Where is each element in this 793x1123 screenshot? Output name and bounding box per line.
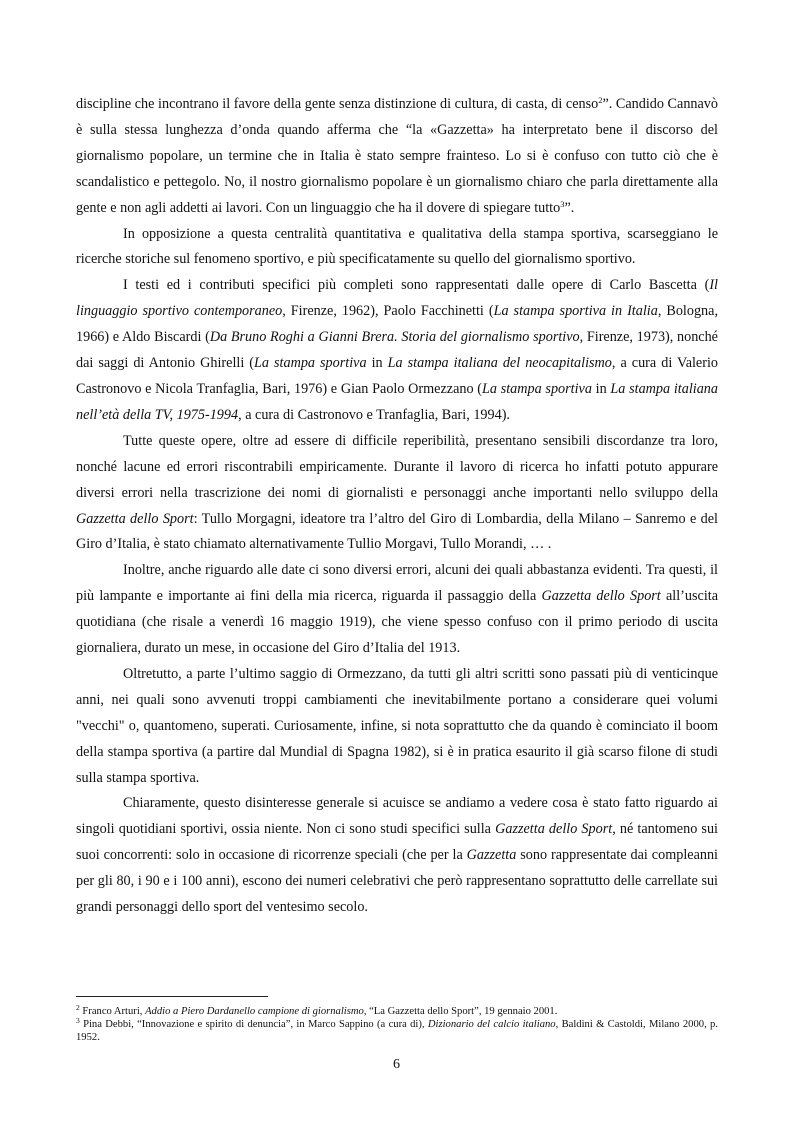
newspaper-title: Gazzetta: [466, 847, 517, 864]
footnote-separator: [76, 996, 268, 997]
paragraph-7: Chiaramente, questo disinteresse generale si acuisce se andiamo a vedere cosa è stato fatto riguardo ai singoli quotidiani sportivi, ossia niente. Non ci sono studi specifici sulla Gazzetta dello Sport, né tantomeno sui suoi concorrenti: solo in occasione di ricorrenze speciali (che per la Gazzetta sono rappresentate dai compleanni per gli 80, i 90 e i 100 anni), escono dei numeri celebrativi che però rappresentano soprattutto delle carrellate sui grandi personaggi dello sport del ventesimo secolo.: [76, 795, 718, 916]
newspaper-title: Gazzetta dello Sport: [76, 510, 194, 527]
book-title: Il linguaggio sportivo contemporaneo: [76, 277, 718, 320]
newspaper-title: Gazzetta dello Sport: [495, 821, 613, 838]
footnotes: [76, 996, 718, 1045]
book-title: La stampa sportiva in Italia: [493, 303, 658, 320]
paragraph-5: Inoltre, anche riguardo alle date ci sono diversi errori, alcuni dei quali abbastanza evidenti. Tra questi, il più lampante e importante ai fini della mia ricerca, riguarda il passaggio della Gazzetta dello Sport all’uscita quotidiana (che risale a venerdì 16 maggio 1919), che viene spesso confuso con il primo periodo di uscita giornaliera, durato un mese, in occasione del Giro d’Italia del 1913.: [76, 562, 718, 657]
footnote-ref-2[interactable]: 2: [598, 95, 603, 105]
page-number: 6: [393, 1057, 400, 1072]
book-title: Da Bruno Roghi a Gianni Brera. Storia del giornalismo sportivo: [209, 329, 580, 346]
essay-title: La stampa sportiva: [482, 380, 592, 397]
newspaper-title: Gazzetta dello Sport: [541, 588, 661, 605]
footnote-3: $^3$ Pina Debbi, “Innovazione e spirito di denuncia”, in Marco Sappino (a cura di), Dizionario del calcio italiano, Baldini & Castoldi, Milano 2000, p. 1952.: [76, 1016, 718, 1044]
paragraph-3: I testi ed i contributi specifici più completi sono rappresentati dalle opere di Carlo Bascetta (Il linguaggio sportivo contemporaneo, Firenze, 1962), Paolo Facchinetti (La stampa sportiva in Italia, Bologna, 1966) e Aldo Biscardi (Da Bruno Roghi a Gianni Brera. Storia del giornalismo sportivo, Firenze, 1973), nonché dai saggi di Antonio Ghirelli (La stampa sportiva in La stampa italiana del neocapitalismo, a cura di Valerio Castronovo e Nicola Tranfaglia, Bari, 1976) e Gian Paolo Ormezzano (La stampa sportiva in La stampa italiana nell’età della TV, 1975-1994, a cura di Castronovo e Tranfaglia, Bari, 1994).: [76, 277, 718, 423]
book-title: La stampa italiana del neocapitalismo: [387, 355, 612, 372]
footnote-2: $^2$ Franco Arturi, Addio a Piero Dardanello campione di giornalismo, “La Gazzetta dello Sport”, 19 gennaio 2001.: [76, 1003, 558, 1017]
footnote-number: 2: [76, 1003, 80, 1012]
paragraph-1: discipline che incontrano il favore della gente senza distinzione di cultura, di casta, di censo$^2$”. Candido Cannavò è sulla stessa lunghezza d’onda quando afferma che “la «Gazzetta» ha interpretato bene il discorso del giornalismo popolare, un termine che in Italia è stato sempre frainteso. Lo si è confuso con tutto ciò che è scandalistico e pettegolo. No, il nostro giornalismo popolare è un giornalismo chiaro che parla direttamente alla gente e non agli addetti ai lavori. Con un linguaggio che ha il dovere di spiegare tutto$^3$”.: [76, 95, 718, 216]
book-title: La stampa italiana nell’età della TV, 1975-1994: [76, 380, 718, 423]
body-text: [76, 92, 718, 921]
paragraph-4: Tutte queste opere, oltre ad essere di difficile reperibilità, presentano sensibili discordanze tra loro, nonché lacune ed errori riscontrabili empiricamente. Durante il lavoro di ricerca ho infatti potuto appurare diversi errori nella trascrizione dei nomi di giornalisti e personaggi anche importanti nello sviluppo della Gazzetta dello Sport: Tullo Morgagni, ideatore tra l’altro del Giro di Lombardia, della Milano – Sanremo e del Giro d’Italia, è stato chiamato alternativamente Tullio Morgavi, Tullo Morandi, … .: [76, 432, 718, 553]
footnote-number: 3: [76, 1016, 80, 1026]
paragraph-6: Oltretutto, a parte l’ultimo saggio di Ormezzano, da tutti gli altri scritti sono passati più di venticinque anni, nei quali sono avvenuti troppi cambiamenti che inevitabilmente portano a considerare quei volumi "vecchi" o, quantomeno, superati. Curiosamente, infine, si nota soprattutto che da quando è cominciato il boom della stampa sportiva (a partire dal Mundial di Spagna 1982), si è in pratica esaurito il già scarso filone di studi sulla stampa sportiva.: [76, 665, 718, 786]
essay-title: La stampa sportiva: [254, 355, 367, 372]
paragraph-2: In opposizione a questa centralità quantitativa e qualitativa della stampa sportiva, scarseggiano le ricerche storiche sul fenomeno sportivo, e più specificatamente su quello del giornalismo sportivo.: [76, 225, 718, 268]
footnote-ref-3[interactable]: 3: [560, 198, 565, 209]
